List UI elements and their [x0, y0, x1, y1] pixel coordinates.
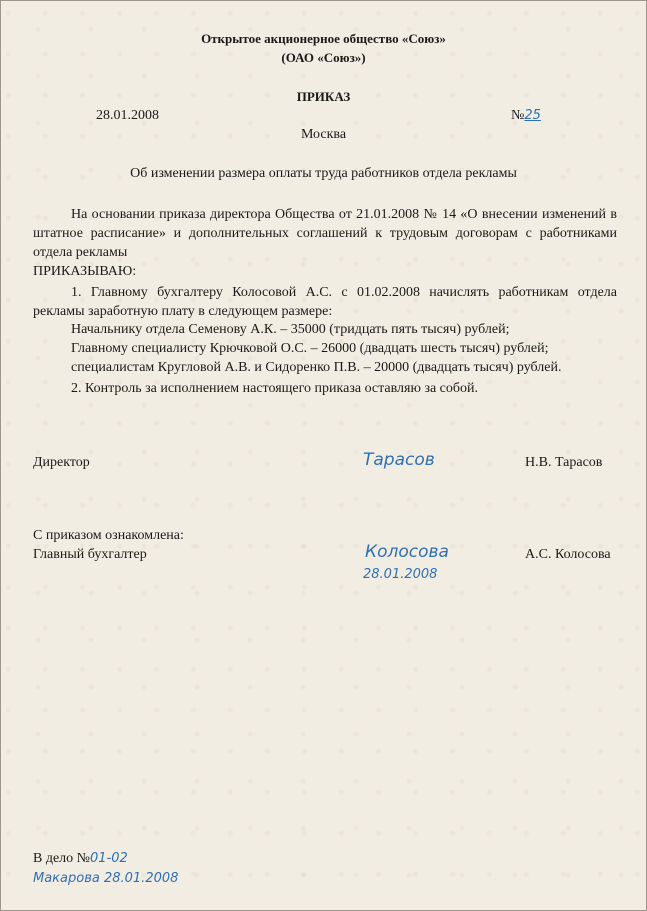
director-signature: Тарасов — [363, 450, 435, 470]
filing-signature: Макарова 28.01.2008 — [33, 871, 179, 886]
order-word: ПРИКАЗЫВАЮ: — [33, 264, 137, 279]
document-date: 28.01.2008 — [96, 108, 159, 123]
number-prefix: № — [511, 108, 525, 123]
org-short-name: (ОАО «Союз») — [281, 50, 366, 65]
item-1: 1. Главному бухгалтеру Колосовой А.С. с 01.02.2008 начислять работникам отдела рекламы заработную плату в следующем размере: — [33, 285, 617, 319]
basis-paragraph: На основании приказа директора Общества от 21.01.2008 № 14 «О внесении изменений в штатное расписание» и дополнительных соглашений к трудовым договорам с работниками отдела рекламы — [33, 207, 617, 260]
document-city: Москва — [300, 127, 347, 142]
number-value: 25 — [524, 108, 541, 123]
director-position: Директор — [33, 455, 90, 470]
director-name: Н.В. Тарасов — [525, 455, 603, 470]
org-full-name: Открытое акционерное общество «Союз» — [201, 31, 446, 46]
document-subject: Об изменении размера оплаты труда работников отдела рекламы — [130, 166, 517, 181]
acknowledge-name: А.С. Колосова — [525, 547, 611, 562]
acknowledge-label: С приказом ознакомлена: — [33, 528, 184, 543]
filing-number: 01-02 — [90, 851, 128, 866]
acknowledge-position: Главный бухгалтер — [33, 547, 147, 562]
document-number — [511, 108, 541, 124]
acknowledge-signature: Колосова — [365, 542, 449, 562]
item-2: 2. Контроль за исполнением настоящего приказа оставляю за собой. — [71, 381, 479, 396]
item-1-line-3: специалистам Кругловой А.В. и Сидоренко П.В. – 20000 (двадцать тысяч) рублей. — [71, 360, 562, 375]
item-1-line-2: Главному специалисту Крючковой О.С. – 26000 (двадцать шесть тысяч) рублей; — [71, 341, 549, 356]
item-1-line-1: Начальнику отдела Семенову А.К. – 35000 (тридцать пять тысяч) рублей; — [71, 322, 510, 337]
acknowledge-signature-date: 28.01.2008 — [363, 567, 438, 582]
filing-label: В дело № — [33, 851, 91, 866]
document-type: ПРИКАЗ — [296, 89, 351, 104]
filing-mark — [33, 851, 128, 867]
